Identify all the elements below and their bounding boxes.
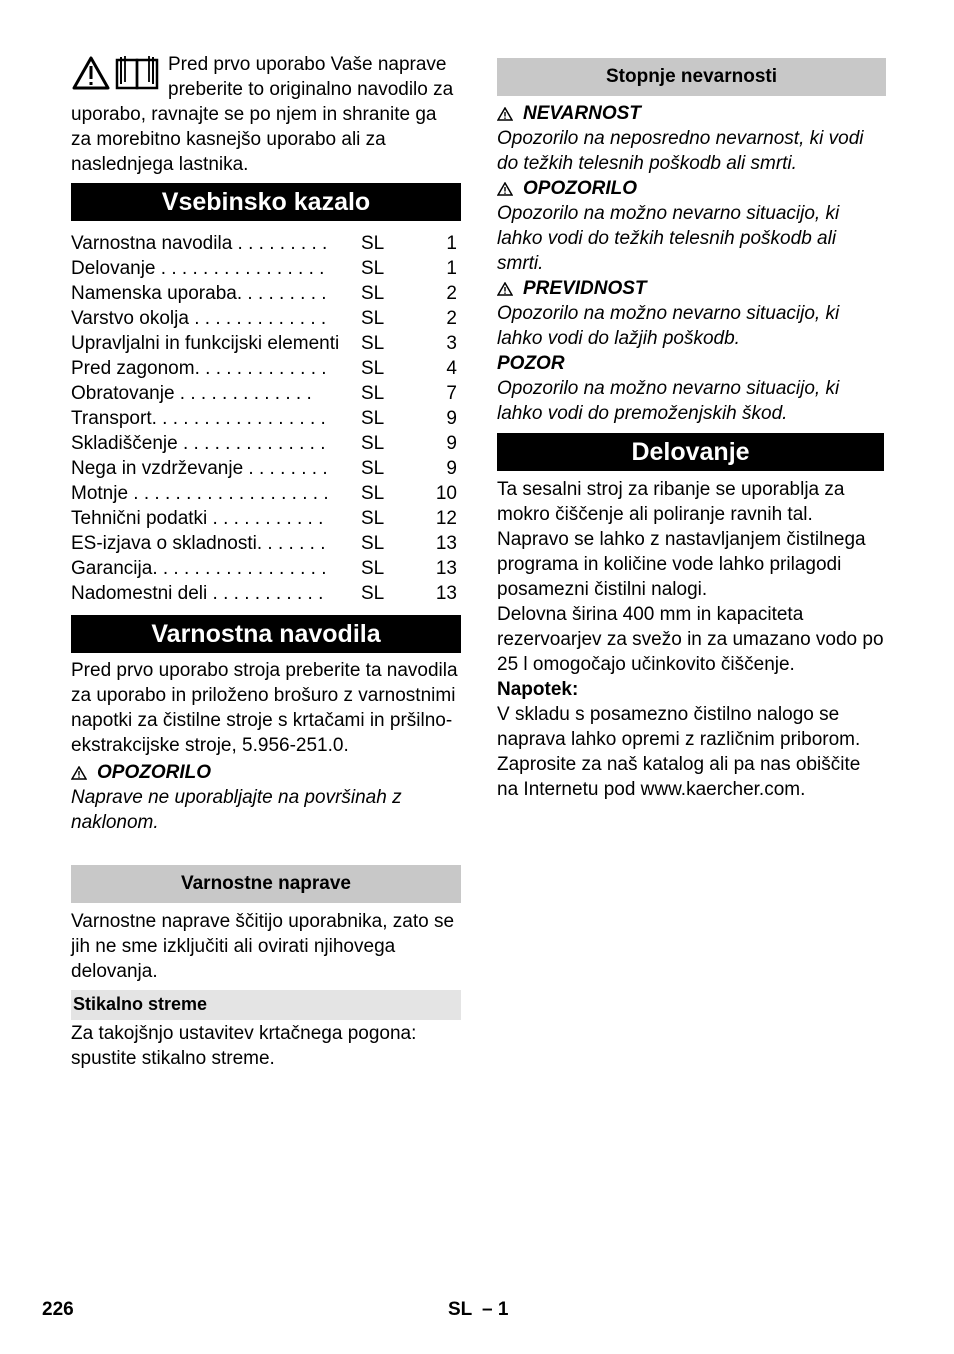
toc-page: 9 <box>446 458 457 479</box>
toc-page: 2 <box>446 283 457 304</box>
footer-lang: SL <box>448 1299 473 1320</box>
note-text: V skladu s posamezno čistilno nalogo se naprava lahko opremi z različnim priborom. Zaprosite za naš katalog ali pa nas obiščite na Internetu pod www.kaercher.com. <box>497 704 861 800</box>
toc-title: Namenska uporaba. . . . . . . . . <box>71 283 327 304</box>
safety-text: Pred prvo uporabo stroja preberite ta navodila za uporabo in priloženo brošuro z varnostnimi napotki za čistilne stroje s krtačami in pršilno-ekstrakcijske stroje, 5.956-251.0. <box>71 660 458 756</box>
toc-page: 2 <box>446 308 457 329</box>
toc-row[interactable] <box>71 481 461 506</box>
operation-p3: Delovna širina 400 mm in kapaciteta rezervoarjev za svežo in za umazano vodo po 25 l omogočajo učinkovito čiščenje. <box>497 604 884 675</box>
hazard-label: PREVIDNOST <box>523 278 647 299</box>
toc-lang: SL <box>361 483 385 504</box>
intro-icons <box>71 52 165 100</box>
safety-warning-text: Naprave ne uporabljajte na površinah z naklonom. <box>71 787 402 833</box>
page-number: 226 <box>42 1299 74 1320</box>
hazard-label-row <box>497 176 886 201</box>
table-of-contents <box>71 231 461 606</box>
toc-row[interactable] <box>71 381 461 406</box>
toc-page: 12 <box>435 508 457 529</box>
toc-row[interactable] <box>71 356 461 381</box>
toc-lang: SL <box>361 533 385 554</box>
toc-row[interactable] <box>71 331 461 356</box>
intro-block <box>71 52 461 177</box>
warning-read-manual-icon <box>71 52 165 92</box>
toc-row[interactable] <box>71 406 461 431</box>
hazard-label-row <box>497 276 886 301</box>
toc-title: Motnje . . . . . . . . . . . . . . . . . . . <box>71 483 329 504</box>
footer-section-page: – 1 <box>482 1299 509 1320</box>
warning-triangle-icon <box>497 282 513 296</box>
safety-warning-label: OPOZORILO <box>97 762 211 783</box>
toc-row[interactable] <box>71 456 461 481</box>
hazard-label: NEVARNOST <box>523 103 641 124</box>
toc-row[interactable] <box>71 556 461 581</box>
toc-title: Nadomestni deli . . . . . . . . . . . <box>71 583 324 604</box>
toc-page: 13 <box>435 583 457 604</box>
toc-row[interactable] <box>71 581 461 606</box>
hazard-text: Opozorilo na možno nevarno situacijo, ki lahko vodi do lažjih poškodb. <box>497 303 840 349</box>
toc-page: 3 <box>446 333 457 354</box>
switch-text: Za takojšnjo ustavitev krtačnega pogona: spustite stikalno streme. <box>71 1023 417 1069</box>
toc-lang: SL <box>361 583 385 604</box>
toc-heading: Vsebinsko kazalo <box>71 183 461 221</box>
warning-triangle-icon <box>71 766 87 780</box>
toc-row[interactable] <box>71 531 461 556</box>
toc-lang: SL <box>361 233 385 254</box>
toc-row[interactable] <box>71 281 461 306</box>
toc-title: Varstvo okolja . . . . . . . . . . . . . <box>71 308 327 329</box>
toc-lang: SL <box>361 408 385 429</box>
devices-heading: Varnostne naprave <box>71 865 461 903</box>
safety-warning-heading <box>71 760 461 785</box>
toc-title: Transport. . . . . . . . . . . . . . . . . <box>71 408 326 429</box>
toc-lang: SL <box>361 358 385 379</box>
toc-page: 13 <box>435 533 457 554</box>
toc-title: Delovanje . . . . . . . . . . . . . . . . <box>71 258 325 279</box>
devices-text: Varnostne naprave ščitijo uporabnika, zato se jih ne sme izključiti ali ovirati njihovega delovanja. <box>71 911 455 982</box>
toc-title: Upravljalni in funkcijski elementi <box>71 333 340 354</box>
toc-row[interactable] <box>71 431 461 456</box>
toc-row[interactable] <box>71 506 461 531</box>
toc-page: 13 <box>435 558 457 579</box>
warning-triangle-icon <box>497 182 513 196</box>
operation-heading: Delovanje <box>497 433 884 471</box>
toc-title: Varnostna navodila . . . . . . . . . <box>71 233 328 254</box>
toc-page: 4 <box>446 358 457 379</box>
toc-lang: SL <box>361 508 385 529</box>
safety-section <box>71 658 461 835</box>
switch-heading: Stikalno streme <box>71 990 461 1020</box>
safety-heading: Varnostna navodila <box>71 615 461 653</box>
note-label: Napotek: <box>497 679 579 700</box>
toc-lang: SL <box>361 258 385 279</box>
toc-page: 9 <box>446 433 457 454</box>
hazard-label: OPOZORILO <box>523 178 637 199</box>
operation-section <box>497 477 886 802</box>
hazards-section <box>497 101 886 426</box>
toc-title: Garancija. . . . . . . . . . . . . . . . . <box>71 558 327 579</box>
toc-lang: SL <box>361 383 385 404</box>
toc-lang: SL <box>361 283 385 304</box>
toc-row[interactable] <box>71 231 461 256</box>
toc-row[interactable] <box>71 256 461 281</box>
hazard-label-row <box>497 101 886 126</box>
toc-page: 9 <box>446 408 457 429</box>
toc-title: Obratovanje . . . . . . . . . . . . . <box>71 383 312 404</box>
pozor-text: Opozorilo na možno nevarno situacijo, ki lahko vodi do premoženjskih škod. <box>497 378 840 424</box>
intro-text: Pred prvo uporabo Vaše naprave preberite to originalno navodilo za uporabo, ravnajte se po njem in shranite ga za morebitno kasnejšo uporabo ali za naslednjega lastnika. <box>71 54 454 175</box>
toc-page: 1 <box>446 233 457 254</box>
toc-title: Skladiščenje . . . . . . . . . . . . . . <box>71 433 326 454</box>
toc-title: Pred zagonom. . . . . . . . . . . . . <box>71 358 327 379</box>
warning-triangle-icon <box>497 107 513 121</box>
toc-row[interactable] <box>71 306 461 331</box>
toc-title: Tehnični podatki . . . . . . . . . . . <box>71 508 324 529</box>
pozor-label: POZOR <box>497 353 565 374</box>
operation-p2: Napravo se lahko z nastavljanjem čistilnega programa in količine vode lahko prilagodi posamezni čistilni nalogi. <box>497 529 866 600</box>
toc-lang: SL <box>361 558 385 579</box>
toc-lang: SL <box>361 308 385 329</box>
operation-p1: Ta sesalni stroj za ribanje se uporablja za mokro čiščenje ali poliranje ravnih tal. <box>497 479 845 525</box>
toc-page: 7 <box>446 383 457 404</box>
toc-lang: SL <box>361 433 385 454</box>
toc-page: 10 <box>435 483 457 504</box>
toc-page: 1 <box>446 258 457 279</box>
toc-lang: SL <box>361 458 385 479</box>
hazards-heading: Stopnje nevarnosti <box>497 58 886 96</box>
hazard-text: Opozorilo na možno nevarno situacijo, ki lahko vodi do težkih telesnih poškodb ali smrti. <box>497 203 840 274</box>
hazard-text: Opozorilo na neposredno nevarnost, ki vodi do težkih telesnih poškodb ali smrti. <box>497 128 864 174</box>
toc-title: ES-izjava o skladnosti. . . . . . . <box>71 533 326 554</box>
toc-lang: SL <box>361 333 385 354</box>
toc-title: Nega in vzdrževanje . . . . . . . . <box>71 458 328 479</box>
